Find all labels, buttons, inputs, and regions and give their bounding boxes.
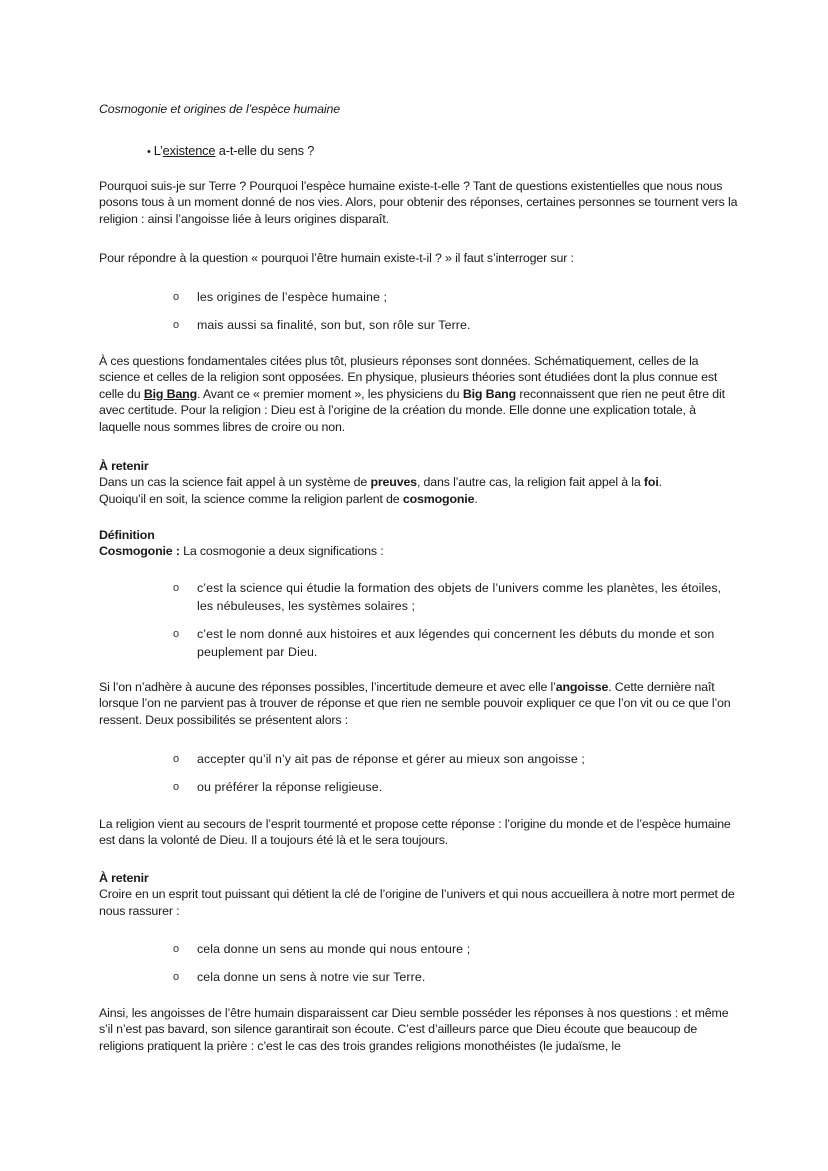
definition-term: Cosmogonie :	[99, 544, 180, 559]
paragraph-intro: Pourquoi suis-je sur Terre ? Pourquoi l’espèce humaine existe-t-elle ? Tant de questions existentielles que nous nous posons tous à un moment donné de nos vies. Alors, pour obtenir des réponses, certaines personnes se tournent vers la religion : ainsi l’angoisse liée à leurs origines disparaît.	[99, 179, 738, 226]
hollow-bullet-icon: o	[173, 291, 180, 303]
bullet-icon: •	[147, 146, 151, 158]
retenir-heading: À retenir	[99, 871, 149, 885]
list-item: o accepter qu’il n’y ait pas de réponse et gérer au mieux son angoisse ;	[173, 752, 585, 766]
list-item: o cela donne un sens à notre vie sur Terre.	[173, 970, 426, 984]
hollow-bullet-icon: o	[173, 319, 180, 331]
paragraph-angoisse: Si l’on n’adhère à aucune des réponses possibles, l’incertitude demeure et avec elle l’angoisse. Cette dernière naît lorsque l’on ne parvient pas à trouver de réponse et que rien ne semble pouvoir expliquer ce que l’on vit ou ce que l’on ressent. Deux possibilités se présentent alors :	[99, 680, 731, 727]
retenir-heading: À retenir	[99, 459, 149, 473]
underlined-word: existence	[162, 143, 216, 158]
list-item: o c’est le nom donné aux histoires et aux légendes qui concernent les débuts du monde et son peuplement par Dieu.	[173, 627, 715, 659]
hollow-bullet-icon: o	[173, 753, 180, 765]
paragraph-religion-response: La religion vient au secours de l’esprit tourmenté et propose cette réponse : l’origine du monde et de l’espèce humaine est dans la volonté de Dieu. Il a toujours été là et le sera toujours.	[99, 817, 731, 848]
list-item: o les origines de l’espèce humaine ;	[173, 290, 388, 304]
hollow-bullet-icon: o	[173, 971, 180, 983]
paragraph-science-religion: À ces questions fondamentales citées plus tôt, plusieurs réponses sont données. Schématiquement, celles de la science et celles de la religion sont opposées. En physique, plusieurs théories sont étudiées dont la plus connue est celle du Big Bang. Avant ce « premier moment », les physiciens du Big Bang reconnaissent que rien ne peut être dit avec certitude. Pour la religion : Dieu est à l’origine de la création du monde. Elle donne une explication totale, à laquelle nous sommes libres de croire ou non.	[99, 354, 725, 434]
definition-block: Définition Cosmogonie : La cosmogonie a deux significations :	[99, 528, 384, 559]
list-item: o cela donne un sens au monde qui nous entoure ;	[173, 942, 471, 956]
list-item: o ou préférer la réponse religieuse.	[173, 780, 383, 794]
hollow-bullet-icon: o	[173, 582, 180, 594]
document-title: Cosmogonie et origines de l’espèce humaine	[99, 102, 340, 116]
paragraph-conclusion: Ainsi, les angoisses de l’être humain disparaissent car Dieu semble posséder les réponses à nos questions : et même s’il n’est pas bavard, son silence garantirait son écoute. C’est d’ailleurs parce que Dieu écoute que beaucoup de religions pratiquent la prière : c’est le cas des trois grandes religions monothéistes (le judaïsme, le	[99, 1006, 729, 1053]
hollow-bullet-icon: o	[173, 943, 180, 955]
list-item: o c’est la science qui étudie la formation des objets de l’univers comme les planètes, les étoiles, les nébuleuses, les systèmes solaires ;	[173, 581, 722, 613]
list-item: o mais aussi sa finalité, son but, son rôle sur Terre.	[173, 318, 471, 332]
paragraph-question: Pour répondre à la question « pourquoi l’être humain existe-t-il ? » il faut s’interroger sur :	[99, 251, 574, 265]
big-bang-term: Big Bang	[143, 386, 197, 401]
section-heading: • L’existence a-t-elle du sens ?	[147, 143, 315, 158]
hollow-bullet-icon: o	[173, 781, 180, 793]
hollow-bullet-icon: o	[173, 628, 180, 640]
definition-heading: Définition	[99, 528, 155, 542]
retenir-box-1: À retenir Dans un cas la science fait appel à un système de preuves, dans l’autre cas, la religion fait appel à la foi. Quoiqu’il en soit, la science comme la religion parlent de cosmogonie.	[99, 459, 662, 506]
retenir-box-2: À retenir Croire en un esprit tout puissant qui détient la clé de l’origine de l’univers et qui nous accueillera à notre mort permet de nous rassurer :	[99, 871, 735, 918]
